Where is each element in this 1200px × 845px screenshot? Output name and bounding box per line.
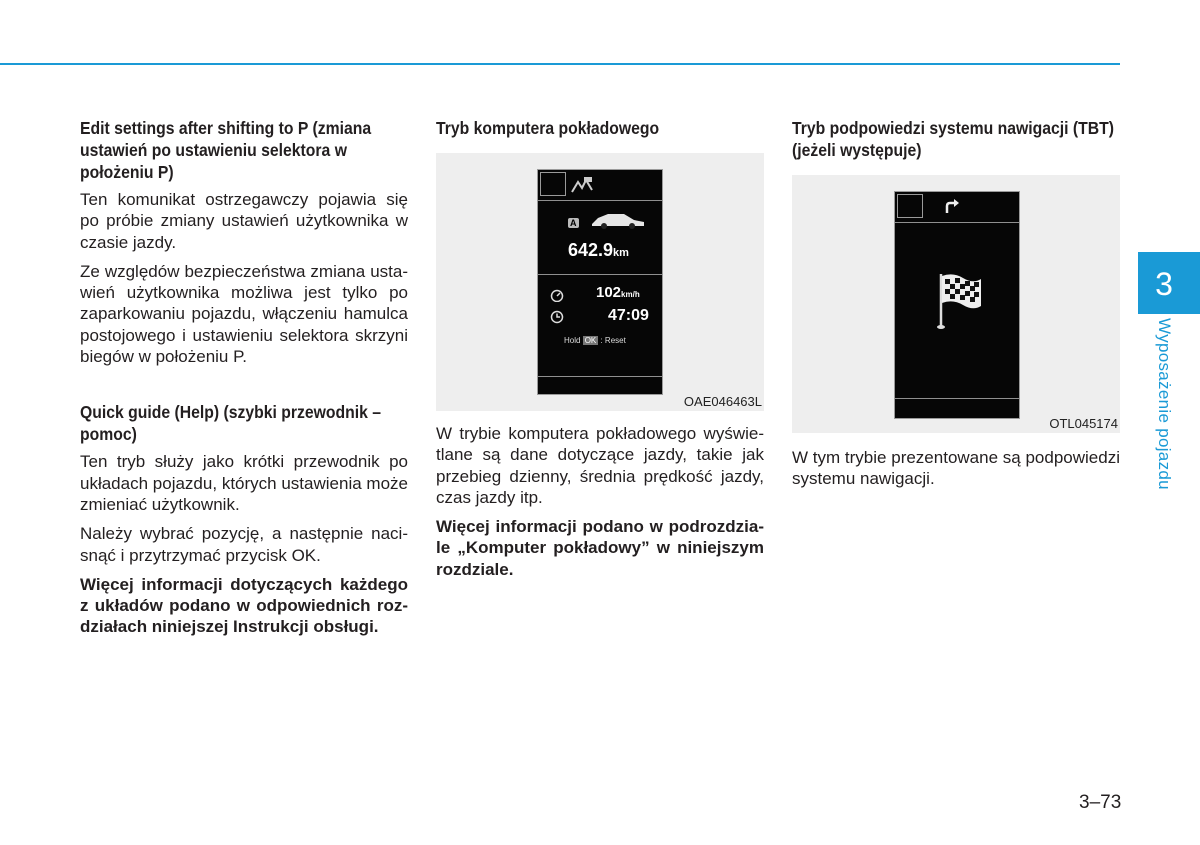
figure-trip-computer bbox=[436, 153, 764, 411]
distance-unit: km bbox=[613, 247, 629, 259]
chapter-title: Wyposażenie pojazdu bbox=[1155, 318, 1174, 490]
figure-code: OAE046463L bbox=[683, 394, 762, 409]
trip-distance bbox=[568, 240, 629, 261]
speedometer-icon bbox=[550, 288, 564, 302]
section-heading-quick-guide: Quick guide (Help) (szybki przewodnik – pomoc) bbox=[80, 402, 382, 445]
reset-hint bbox=[564, 336, 626, 345]
chapter-number: 3 bbox=[1155, 266, 1173, 302]
distance-value: 642.9 bbox=[568, 240, 614, 260]
mode-box bbox=[540, 172, 566, 196]
paragraph: Ten tryb służy jako krótki przewodnik po układach pojazdu, których ustawienia może zmieniać użytkownik. bbox=[80, 452, 408, 514]
cluster-display bbox=[537, 169, 663, 395]
figure-code: OTL045174 bbox=[1049, 416, 1118, 431]
column-middle bbox=[436, 117, 764, 588]
section-heading-trip-computer: Tryb komputera pokładowego bbox=[436, 118, 660, 138]
header-rule bbox=[0, 63, 1120, 65]
column-right bbox=[792, 117, 1120, 498]
note-paragraph: Więcej informacji dotyczących każdego z układów podano w odpowiednich roz-działach niniejszej Instrukcji obsługi. bbox=[80, 574, 408, 637]
page-number: 3–73 bbox=[1079, 792, 1122, 813]
checkered-flag-icon bbox=[933, 270, 983, 330]
section-heading-edit-settings: Edit settings after shifting to P (zmiana ustawień po ustawieniu selektora w położeniu P) bbox=[80, 118, 372, 182]
paragraph: W tym trybie prezentowane są podpowiedzi systemu nawigacji. bbox=[792, 448, 1120, 489]
paragraph: Ze względów bezpieczeństwa zmiana usta-wień użytkownika możliwa jest tylko po zaparkowaniu pojazdu, włączeniu hamulca postojowego i ustawieniu selektora skrzyni biegów w położeniu P. bbox=[80, 261, 408, 367]
average-speed bbox=[596, 284, 640, 302]
paragraph: Ten komunikat ostrzegawczy pojawia się po próbie zmiany ustawień użytkownika w czasie jazdy. bbox=[80, 190, 408, 252]
hint-ok: OK bbox=[584, 336, 597, 345]
trip-computer-icon bbox=[570, 176, 594, 194]
clock-icon bbox=[550, 310, 564, 324]
speed-value: 102 bbox=[596, 284, 622, 301]
column-left bbox=[80, 117, 408, 646]
drive-time: 47:09 bbox=[608, 307, 649, 324]
mode-box bbox=[897, 194, 923, 218]
note-paragraph: Więcej informacji podano w podrozdzia-le „Komputer pokładowy” w niniejszym rozdziale. bbox=[436, 517, 764, 579]
chapter-tab bbox=[1138, 252, 1200, 314]
cluster-display bbox=[894, 191, 1020, 419]
paragraph: Należy wybrać pozycję, a następnie naci-snąć i przytrzymać przycisk OK. bbox=[80, 524, 408, 565]
speed-unit: km/h bbox=[621, 290, 640, 299]
section-heading-tbt: Tryb podpowiedzi systemu nawigacji (TBT) (jeżeli występuje) bbox=[792, 118, 1115, 160]
hint-hold: Hold bbox=[564, 336, 581, 345]
paragraph: W trybie komputera pokładowego wyświe-tlane są dane dotyczące jazdy, takie jak przebieg dzienny, średnia prędkość jazdy, czas jazdy itp. bbox=[436, 424, 764, 507]
trip-badge: A bbox=[570, 218, 577, 228]
turn-right-arrow-icon bbox=[943, 198, 961, 214]
figure-navigation-tbt bbox=[792, 175, 1120, 433]
car-icon bbox=[590, 210, 646, 230]
hint-reset: : Reset bbox=[600, 336, 626, 345]
